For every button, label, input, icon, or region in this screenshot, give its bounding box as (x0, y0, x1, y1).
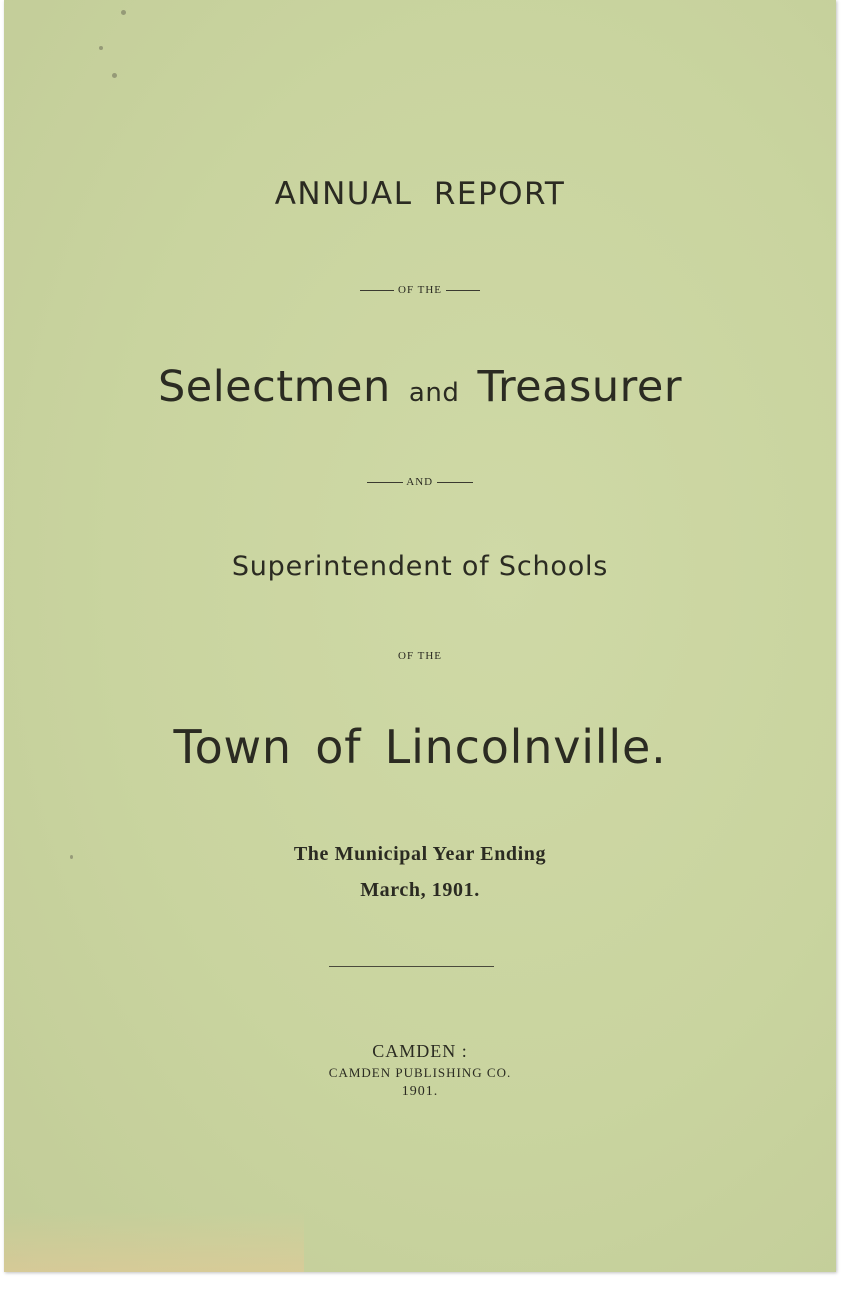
and-divider (4, 476, 836, 488)
of-the-divider (4, 284, 836, 296)
horizontal-rule (329, 966, 494, 967)
divider-rule (360, 290, 394, 291)
of-the-label: OF THE (398, 650, 442, 662)
paper-spot (99, 46, 103, 50)
publisher-name: CAMDEN PUBLISHING CO. (328, 1065, 512, 1080)
superintendent-title: Superintendent of Schools (231, 551, 609, 582)
publisher-city: CAMDEN : (372, 1041, 468, 1061)
title-word-treasurer: Treasurer (477, 362, 683, 412)
cover-page (4, 0, 836, 1272)
title-word-selectmen: Selectmen (157, 362, 391, 412)
of-the-text: OF THE (398, 284, 442, 296)
municipal-year-line: The Municipal Year Ending (293, 843, 547, 865)
publication-year: 1901. (401, 1084, 439, 1099)
divider-rule (367, 482, 403, 483)
report-heading: ANNUAL REPORT (274, 176, 566, 212)
report-date: March, 1901. (360, 879, 480, 901)
paper-spot (121, 10, 126, 15)
title-word-and: and (408, 378, 460, 408)
divider-rule (446, 290, 480, 291)
divider-rule (437, 482, 473, 483)
report-title (4, 362, 836, 412)
town-name: Town of Lincolnville. (173, 720, 667, 774)
paper-spot (112, 73, 117, 78)
and-text: AND (406, 476, 434, 488)
